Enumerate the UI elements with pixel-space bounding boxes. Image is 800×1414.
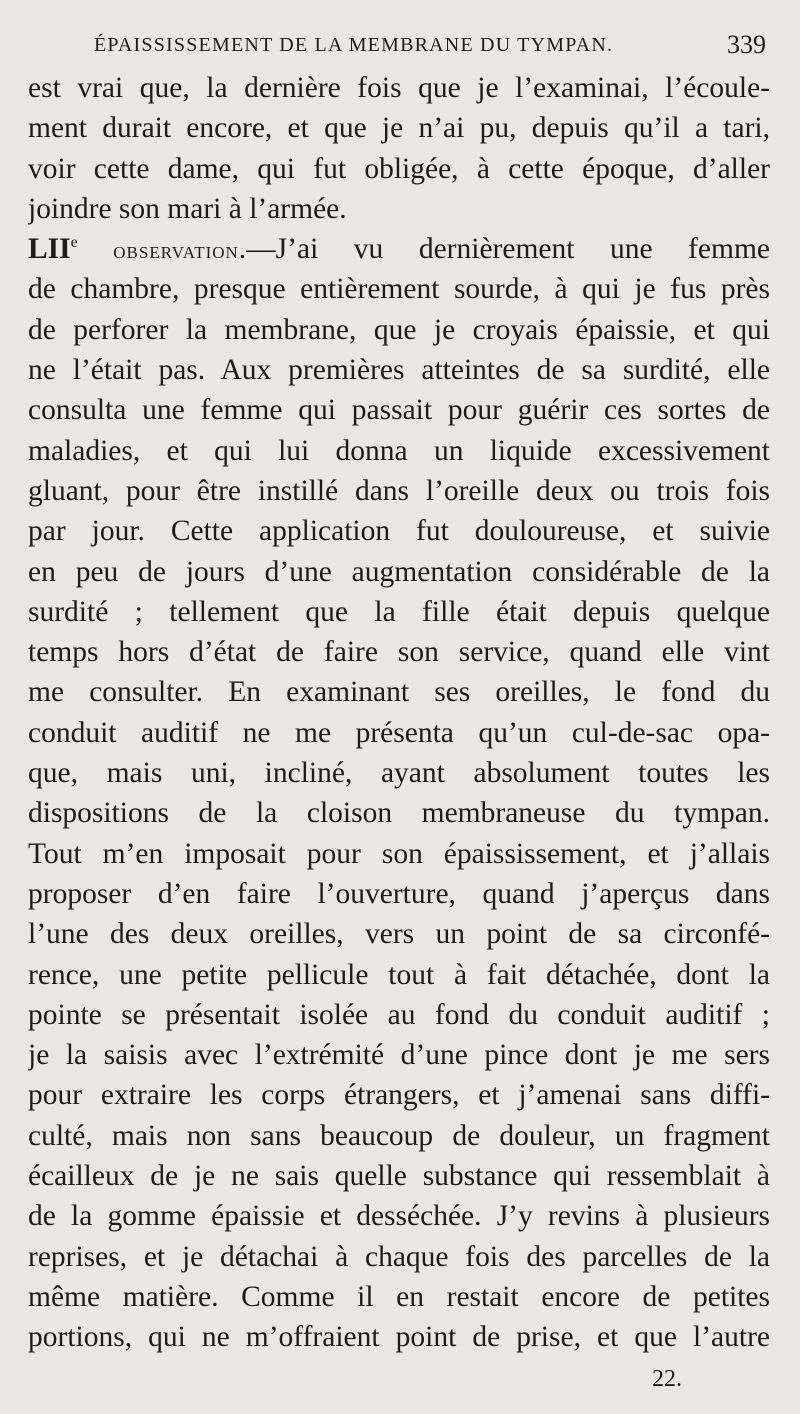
text-line: je la saisis avec l’extrémité d’une pince dont je me sers [28,1039,770,1072]
text-line: gluant, pour être instillé dans l’oreille deux ou trois fois [28,474,770,507]
text-line: rence, une petite pellicule tout à fait détachée, dont la [28,958,770,991]
text-line: ment durait encore, et que je n’ai pu, depuis qu’il a tari, [28,112,770,145]
text-line: même matière. Comme il en restait encore de petites [28,1280,770,1313]
text-line: me consulter. En examinant ses oreilles, le fond du [28,676,770,709]
text-line: que, mais uni, incliné, ayant absolument toutes les [28,757,770,790]
signature-mark: 22. [652,1366,682,1392]
body-text [28,68,770,1358]
text-line: pour extraire les corps étrangers, et j’amenai sans diffi- [28,1079,770,1112]
text-line: est vrai que, la dernière fois que je l’examinai, l’écoule- [28,72,770,104]
text-line: Tout m’en imposait pour son épaississement, et j’allais [28,837,770,870]
text-line: surdité ; tellement que la fille était depuis quelque [28,595,770,628]
text-line: en peu de jours d’une augmentation considérable de la [28,555,770,588]
text-line: l’une des deux oreilles, vers un point de sa circonfé- [28,918,770,951]
text-line: de perforer la membrane, que je croyais épaissie, et qui [28,313,770,346]
observation-word: observation [113,238,239,265]
text-line: voir cette dame, qui fut obligée, à cette époque, d’aller [28,152,770,185]
text-line: reprises, et je détachai à chaque fois des parcelles de la [28,1240,770,1273]
text-line: de la gomme épaissie et desséchée. J’y revins à plusieurs [28,1200,770,1233]
text-line: dispositions de la cloison membraneuse du tympan. [28,797,770,830]
text-line: consulta une femme qui passait pour guérir ces sortes de [28,394,770,427]
text-line: temps hors d’état de faire son service, quand elle vint [28,636,770,669]
text-line: ne l’était pas. Aux premières atteintes de sa surdité, elle [28,354,770,387]
observation-heading-line [28,229,770,269]
running-head [28,28,770,68]
observation-numeral: LII [28,233,71,266]
running-title: ÉPAISSISSEMENT DE LA MEMBRANE DU TYMPAN. [94,34,614,56]
text-line: conduit auditif ne me présenta qu’un cul-de-sac opa- [28,716,770,749]
observation-superscript: e [70,234,78,252]
observation-dash: .— [238,233,276,266]
text-line: J’ai vu dernièrement une femme [275,233,770,266]
text-line: par jour. Cette application fut douloureuse, et suivie [28,515,770,548]
text-line: proposer d’en faire l’ouverture, quand j’aperçus dans [28,877,770,910]
text-line: écailleux de je ne sais quelle substance qui ressemblait à [28,1160,770,1193]
text-line: maladies, et qui lui donna un liquide excessivement [28,434,770,467]
text-line: culté, mais non sans beaucoup de douleur, un fragment [28,1119,770,1152]
text-line: de chambre, presque entièrement sourde, à qui je fus près [28,273,770,306]
text-line: portions, qui ne m’offraient point de prise, et que l’autre [28,1321,770,1354]
text-line: joindre son mari à l’armée. [28,192,347,225]
text-line: pointe se présentait isolée au fond du conduit auditif ; [28,998,770,1031]
page-number: 339 [727,30,766,59]
